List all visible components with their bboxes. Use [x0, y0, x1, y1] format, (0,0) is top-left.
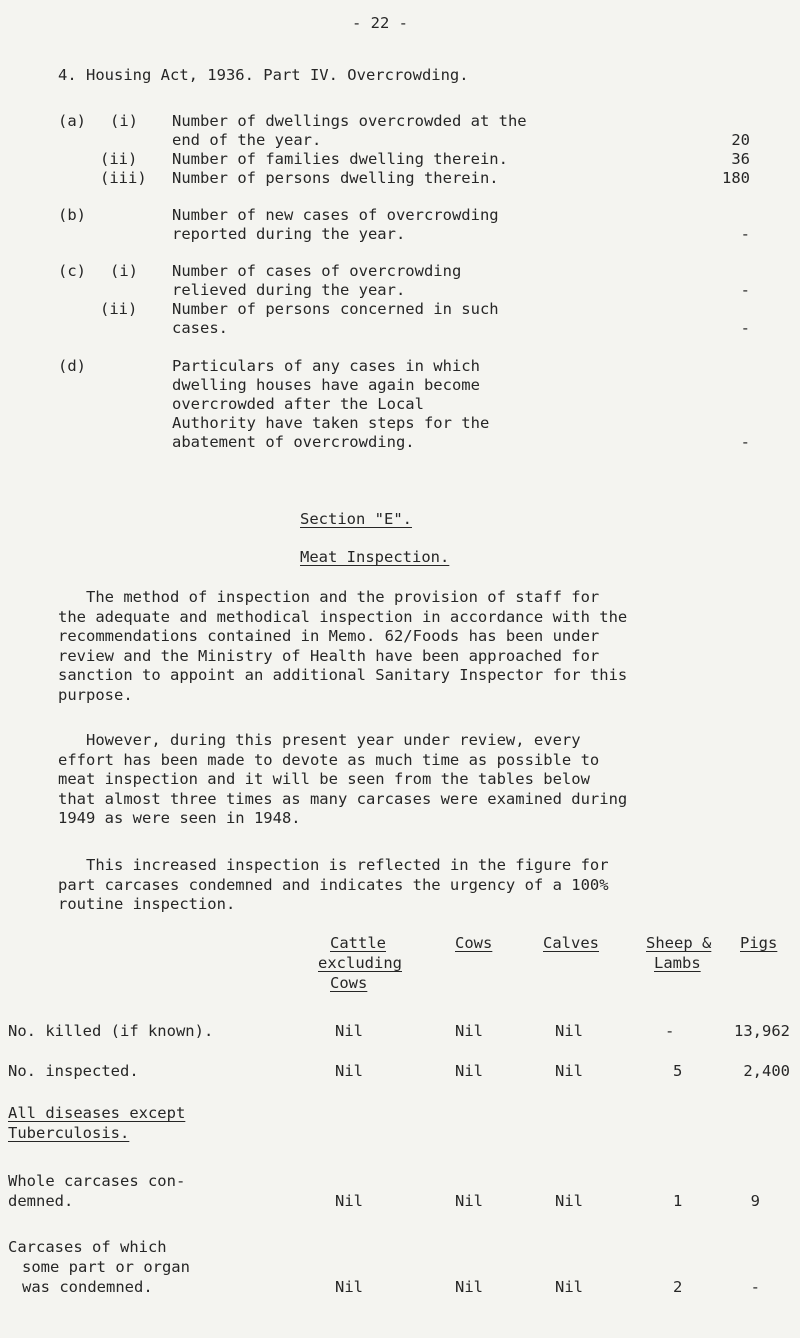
- table-cell: 5: [673, 1062, 683, 1080]
- item-sub-label: (i): [110, 262, 138, 280]
- item-text-line: Number of new cases of overcrowding: [172, 206, 499, 224]
- row-label: demned.: [8, 1192, 74, 1210]
- table-cell: Nil: [555, 1062, 583, 1080]
- row-label: No. inspected.: [8, 1062, 139, 1080]
- section-subtitle: Meat Inspection.: [300, 548, 450, 566]
- row-label: Whole carcases con-: [8, 1172, 186, 1190]
- item-text-line: cases.: [172, 319, 228, 337]
- row-label: All diseases except: [8, 1104, 186, 1122]
- table-cell: Nil: [335, 1062, 363, 1080]
- item-text-line: Number of persons dwelling therein.: [172, 169, 499, 187]
- item-label: (b): [58, 206, 86, 224]
- section-heading: 4. Housing Act, 1936. Part IV. Overcrowding.: [58, 66, 469, 84]
- column-header: Pigs: [740, 934, 778, 952]
- paragraph: The method of inspection and the provision of staff for the adequate and methodical inspection in accordance with the recommendations contained in Memo. 62/Foods has been under review and the Ministry of Health have been approached for sanction to appoint an additional Sanitary Inspector for this purpose.: [58, 588, 628, 704]
- table-cell: Nil: [335, 1278, 363, 1296]
- item-sub-label: (i): [110, 112, 138, 130]
- column-header: Cattle: [330, 934, 386, 952]
- table-cell: Nil: [455, 1022, 483, 1040]
- row-label: No. killed (if known).: [8, 1022, 214, 1040]
- column-header: Lambs: [654, 954, 701, 972]
- item-text-line: Number of cases of overcrowding: [172, 262, 462, 280]
- row-label: Carcases of which: [8, 1238, 167, 1256]
- item-text-line: Number of persons concerned in such: [172, 300, 499, 318]
- row-label: some part or organ: [22, 1258, 190, 1276]
- table-cell: Nil: [335, 1192, 363, 1210]
- table-cell: -: [665, 1022, 675, 1040]
- table-cell: Nil: [455, 1192, 483, 1210]
- row-label: Tuberculosis.: [8, 1124, 130, 1142]
- page-number: - 22 -: [352, 14, 408, 32]
- item-sub-label: (ii): [100, 300, 138, 318]
- item-value: 36: [731, 150, 750, 168]
- row-label: was condemned.: [22, 1278, 153, 1296]
- column-header: Cows: [455, 934, 493, 952]
- table-cell: Nil: [455, 1278, 483, 1296]
- item-text-line: Number of families dwelling therein.: [172, 150, 508, 168]
- table-cell: 9: [750, 1192, 760, 1210]
- item-text-line: Authority have taken steps for the: [172, 414, 490, 432]
- paragraph: This increased inspection is reflected in the figure for part carcases condemned and indicates the urgency of a 100% routine inspection.: [58, 856, 609, 913]
- table-cell: Nil: [335, 1022, 363, 1040]
- item-text-line: reported during the year.: [172, 225, 406, 243]
- item-label: (a): [58, 112, 86, 130]
- table-cell: -: [750, 1278, 760, 1296]
- item-text-line: overcrowded after the Local: [172, 395, 424, 413]
- table-cell: 2: [673, 1278, 683, 1296]
- table-cell: Nil: [455, 1062, 483, 1080]
- column-header: Calves: [543, 934, 599, 952]
- table-cell: 1: [673, 1192, 683, 1210]
- table-cell: Nil: [555, 1278, 583, 1296]
- item-text-line: end of the year.: [172, 131, 322, 149]
- item-value: 180: [722, 169, 750, 187]
- item-value: 20: [731, 131, 750, 149]
- table-cell: Nil: [555, 1192, 583, 1210]
- paragraph: However, during this present year under review, every effort has been made to devote as much time as possible to meat inspection and it will be seen from the tables below that almost three times as many carcases were examined during 1949 as were seen in 1948.: [58, 731, 628, 827]
- item-text-line: Number of dwellings overcrowded at the: [172, 112, 527, 130]
- item-text-line: relieved during the year.: [172, 281, 406, 299]
- section-title: Section "E".: [300, 510, 412, 528]
- item-sub-label: (ii): [100, 150, 138, 168]
- column-header: excluding: [318, 954, 402, 972]
- table-cell: Nil: [555, 1022, 583, 1040]
- item-label: (d): [58, 357, 86, 375]
- item-text-line: dwelling houses have again become: [172, 376, 480, 394]
- column-header: Cows: [330, 974, 368, 992]
- table-cell: 13,962: [734, 1022, 790, 1040]
- item-value: -: [740, 281, 750, 299]
- item-value: -: [740, 319, 750, 337]
- item-value: -: [740, 433, 750, 451]
- item-label: (c): [58, 262, 86, 280]
- item-text-line: abatement of overcrowding.: [172, 433, 415, 451]
- table-cell: 2,400: [743, 1062, 790, 1080]
- item-sub-label: (iii): [100, 169, 147, 187]
- column-header: Sheep &: [646, 934, 712, 952]
- item-value: -: [740, 225, 750, 243]
- item-text-line: Particulars of any cases in which: [172, 357, 480, 375]
